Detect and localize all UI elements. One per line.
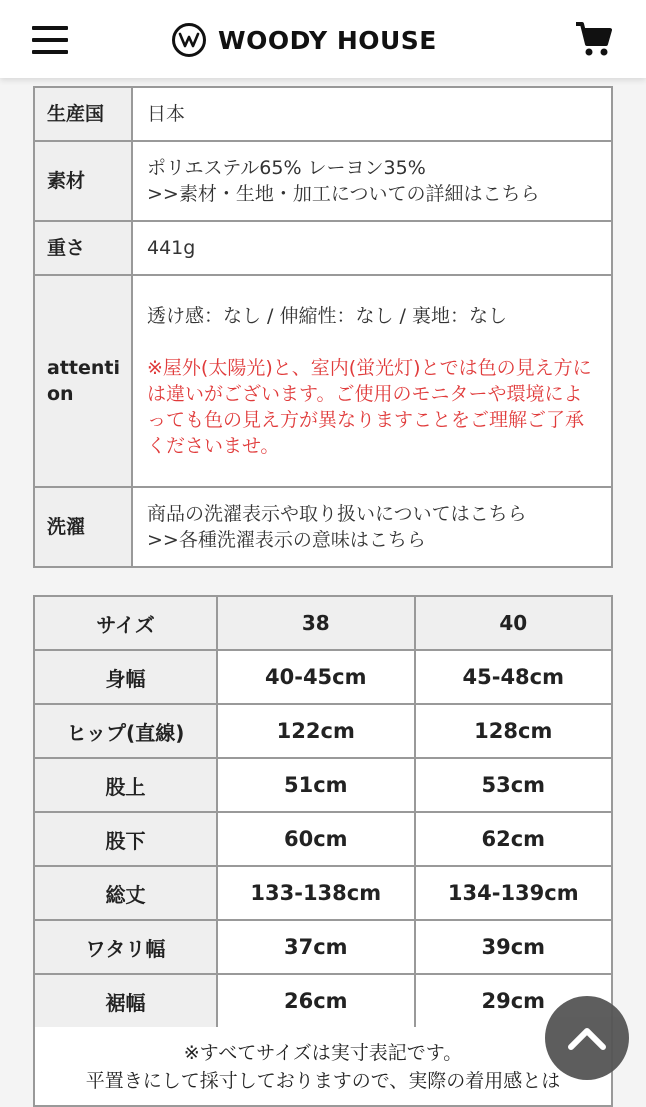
size-note-line2: 平置きにして採寸しておりますので、実際の着用感とは — [85, 1070, 561, 1092]
row-label: 股下 — [34, 812, 217, 866]
wash-value-cell — [132, 487, 612, 567]
shopping-cart-icon[interactable] — [574, 20, 614, 58]
attention-color-note: ※屋外(太陽光)と、室内(蛍光灯)とでは色の見え方には違いがございます。ご使用のモニターや環境によっても色の見え方が異なりますことをご理解ご了承くださいませ。 — [147, 357, 592, 457]
row-label: 裾幅 — [34, 974, 217, 1028]
size-38-value: 37cm — [217, 920, 415, 974]
size-38-value: 60cm — [217, 812, 415, 866]
size-note-line1: ※すべてサイズは実寸表記です。 — [183, 1042, 463, 1064]
table-row — [34, 704, 612, 758]
size-40-value: 39cm — [415, 920, 613, 974]
table-row — [34, 866, 612, 920]
table-row — [34, 650, 612, 704]
row-label: 身幅 — [34, 650, 217, 704]
size-40-value: 128cm — [415, 704, 613, 758]
weight-value: 441g — [132, 221, 612, 275]
size-40-value: 45-48cm — [415, 650, 613, 704]
info-row-attention — [34, 275, 612, 487]
table-row — [34, 920, 612, 974]
logo-mark-icon — [172, 23, 206, 57]
table-row — [34, 974, 612, 1028]
attention-properties: 透け感：なし / 伸縮性：なし / 裏地：なし — [147, 305, 507, 327]
size-38-value: 122cm — [217, 704, 415, 758]
row-label: 股上 — [34, 758, 217, 812]
size-header-row — [34, 596, 612, 650]
logo-text: WOODY HOUSE — [218, 25, 437, 55]
attention-value-cell — [132, 275, 612, 487]
info-row-material — [34, 141, 612, 221]
material-label: 素材 — [34, 141, 132, 221]
wash-care-link[interactable]: 商品の洗濯表示や取り扱いについてはこちら — [147, 503, 527, 525]
info-row-weight — [34, 221, 612, 275]
row-label: 総丈 — [34, 866, 217, 920]
chevron-up-icon — [567, 1025, 607, 1051]
size-header-38: 38 — [217, 596, 415, 650]
size-40-value: 62cm — [415, 812, 613, 866]
size-header-40: 40 — [415, 596, 613, 650]
size-38-value: 26cm — [217, 974, 415, 1028]
scroll-to-top-button[interactable] — [545, 996, 629, 1080]
origin-value: 日本 — [132, 87, 612, 141]
info-row-origin — [34, 87, 612, 141]
site-logo[interactable] — [172, 20, 437, 60]
material-detail-link[interactable]: >>素材・生地・加工についての詳細はこちら — [147, 183, 540, 205]
table-row — [34, 758, 612, 812]
size-40-value: 29cm — [415, 974, 613, 1028]
product-info-table — [33, 86, 613, 568]
site-header — [0, 0, 646, 78]
row-label: ワタリ幅 — [34, 920, 217, 974]
size-40-value: 53cm — [415, 758, 613, 812]
table-row — [34, 812, 612, 866]
hamburger-menu-icon[interactable] — [32, 26, 68, 54]
size-38-value: 51cm — [217, 758, 415, 812]
size-note — [33, 1027, 613, 1107]
size-header-label: サイズ — [34, 596, 217, 650]
size-chart-table — [33, 595, 613, 1029]
origin-label: 生産国 — [34, 87, 132, 141]
weight-label: 重さ — [34, 221, 132, 275]
material-value-cell — [132, 141, 612, 221]
wash-symbols-link[interactable]: >>各種洗濯表示の意味はこちら — [147, 529, 426, 551]
info-row-wash — [34, 487, 612, 567]
size-40-value: 134-139cm — [415, 866, 613, 920]
row-label: ヒップ(直線) — [34, 704, 217, 758]
wash-label: 洗濯 — [34, 487, 132, 567]
size-38-value: 133-138cm — [217, 866, 415, 920]
attention-label: attention — [34, 275, 132, 487]
material-value: ポリエステル65% レーヨン35% — [147, 157, 426, 179]
size-38-value: 40-45cm — [217, 650, 415, 704]
